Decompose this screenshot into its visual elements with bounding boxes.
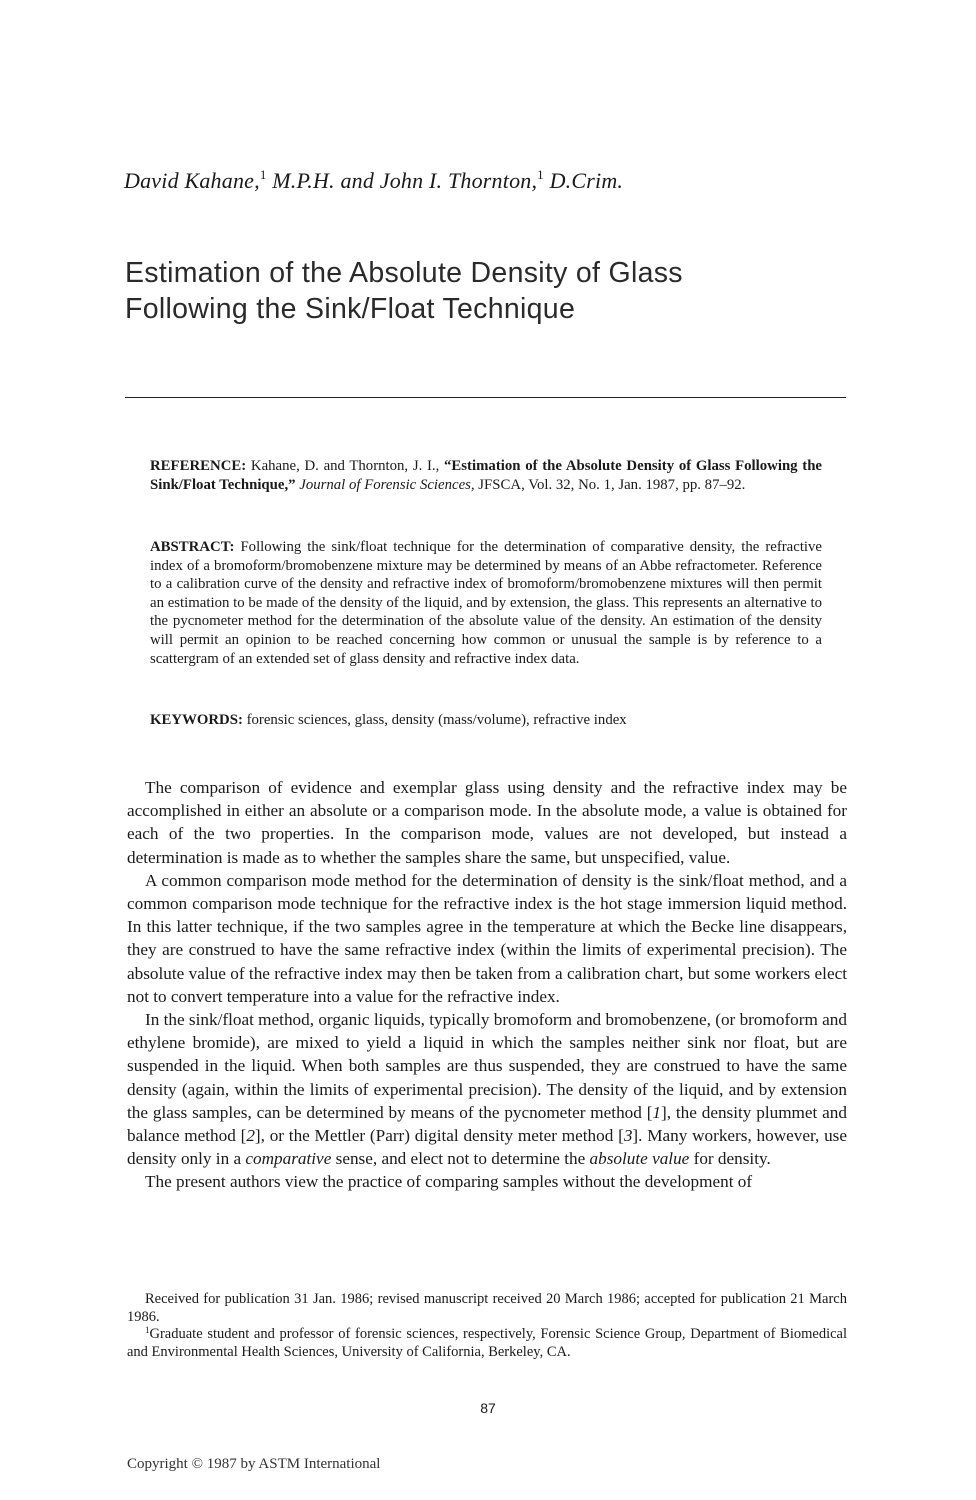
footnote-affiliation (127, 1326, 847, 1361)
author-1-footnote-mark: 1 (259, 167, 267, 182)
reference-citation: JFSCA, Vol. 32, No. 1, Jan. 1987, pp. 87–92. (478, 476, 746, 493)
body-text (127, 776, 847, 1194)
reference-article-title: “Estimation of the Absolute Density of Glass Following the Sink/Float Technique,” (150, 458, 822, 493)
body-paragraph-1: The comparison of evidence and exemplar glass using density and the refractive index may be accomplished in either an absolute or a comparison mode. In the absolute mode, a value is obtained for each of the two properties. In the comparison mode, values are not developed, but instead a determination is made as to whether the samples share the same, but unspecified, value. (127, 778, 847, 867)
author-2-footnote-mark: 1 (537, 167, 544, 182)
reference-label: REFERENCE: (150, 458, 247, 474)
title-line-1: Estimation of the Absolute Density of Glass (125, 257, 683, 289)
author-2-name: John I. Thornton, (379, 168, 538, 193)
p3-text-c: ], or the Mettler (Parr) digital density meter method [ (254, 1126, 624, 1146)
author-conjunction: and (340, 168, 375, 193)
p3-text-e: sense, and elect not to determine the (335, 1149, 586, 1169)
title-divider (125, 397, 846, 398)
keywords-label: KEYWORDS: (150, 712, 243, 728)
article-title (125, 255, 683, 327)
p3-text-b: ], the density plummet and balance method [ (127, 1102, 847, 1146)
reference-journal: Journal of Forensic Sciences, (299, 476, 475, 493)
footnotes (127, 1291, 847, 1361)
abstract-label: ABSTRACT: (150, 539, 235, 555)
author-2-degree: D.Crim. (549, 168, 624, 193)
p3-text-f: for density. (693, 1149, 771, 1169)
abstract-block (150, 538, 822, 668)
citation-ref-2: 2 (246, 1126, 255, 1146)
reference-authors: Kahane, D. and Thornton, J. I., (250, 458, 440, 474)
citation-ref-3: 3 (623, 1126, 633, 1146)
emphasis-absolute-value: absolute value (589, 1149, 690, 1169)
abstract-text: Following the sink/float technique for the determination of comparative density, the refractive index of a bromoform/bromobenzene mixture may be determined by means of an Abbe refractometer. Reference to a calibration curve of the density and refractive index of bromoform/bromobenzene mixtures will then permit an estimation to be made of the density of the liquid, and by extension, the glass. This represents an alternative to the pycnometer method for the determination of the absolute value of the density. An estimation of the density will permit an opinion to be reached concerning how common or unusual the sample is by reference to a scattergram of an extended set of glass density and refractive index data. (150, 539, 823, 667)
title-line-2: Following the Sink/Float Technique (125, 293, 576, 325)
reference-block (150, 457, 822, 494)
footnote-affiliation-text: Graduate student and professor of forensic sciences, respectively, Forensic Science Group, Department of Biomedical and Environmental Health Sciences, University of California, Berkeley, CA. (127, 1326, 847, 1360)
author-line (124, 168, 623, 194)
citation-ref-1: 1 (652, 1102, 662, 1122)
author-1-degree: M.P.H. (272, 168, 335, 193)
body-paragraph-4: The present authors view the practice of comparing samples without the development of (145, 1172, 753, 1192)
footnote-affiliation-mark: 1 (145, 1325, 150, 1336)
page-number: 87 (480, 1400, 496, 1416)
author-1-name: David Kahane, (124, 168, 260, 193)
body-paragraph-3 (127, 1008, 847, 1170)
footnote-received: Received for publication 31 Jan. 1986; revised manuscript received 20 March 1986; accepted for publication 21 March 1986. (127, 1291, 847, 1325)
p3-text-d: ]. Many workers, however, use density only in a (127, 1126, 847, 1169)
emphasis-comparative: comparative (245, 1149, 332, 1169)
keywords-block (150, 711, 822, 730)
p3-text-a: In the sink/float method, organic liquids, typically bromoform and bromobenzene, (or bromoform and ethylene bromide), are mixed to yield a liquid in which the samples neither sink nor float, but are suspended in the liquid. When both samples are thus suspended, they are construed to have the same density (again, within the limits of experimental precision). The density of the liquid, and by extension the glass samples, can be determined by means of the pycnometer method [ (127, 1010, 847, 1122)
copyright-notice: Copyright © 1987 by ASTM International (127, 1456, 381, 1472)
keywords-text: forensic sciences, glass, density (mass/volume), refractive index (246, 712, 627, 728)
body-paragraph-2: A common comparison mode method for the determination of density is the sink/float method, and a common comparison mode technique for the refractive index is the hot stage immersion liquid method. In this latter technique, if the two samples agree in the temperature at which the Becke line disappears, they are construed to have the same refractive index (within the limits of experimental precision). The absolute value of the refractive index may then be taken from a calibration chart, but some workers elect not to convert temperature into a value for the refractive index. (127, 870, 847, 1006)
